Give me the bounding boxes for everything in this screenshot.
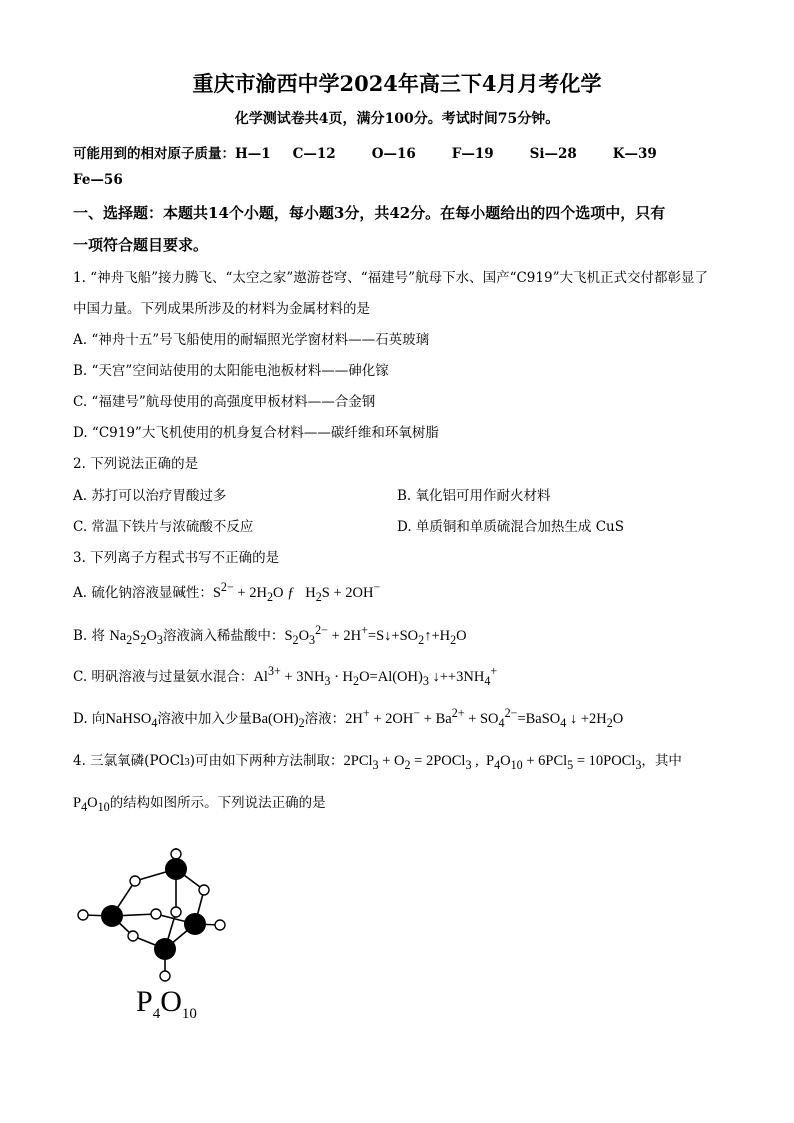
phosphorus-atom	[101, 905, 123, 927]
atomic-mass-fe: Fe—56	[73, 172, 123, 188]
atomic-mass-h: H—1	[235, 146, 271, 162]
oxygen-atom	[171, 849, 181, 859]
q3-d-label3: 溶液：	[304, 710, 346, 727]
q3-d-equation: $2H^+ + 2OH^- + Ba^{2+}$ + $SO_4^{2-}=BaSO_4$ ↓ $+2H_2O$	[345, 706, 624, 730]
q3-option-d: D. 向NaHSO$_4$溶液中加入少量$Ba(OH)_2$溶液：$2H^+ + 2OH^- + Ba^{2+}$ + $SO_4^{2-}=BaSO_4$ ↓ $+2H_2O$	[73, 706, 624, 730]
exam-subtitle: 化学测试卷共4页，满分100分。考试时间75分钟。	[234, 111, 560, 127]
atomic-mass-o: O—16	[371, 146, 416, 162]
q4-equations: $2PCl_3 + O_2$ = 2POCl$_3$ , $P_4O_{10} + 6PCl_5$ = 10POCl$_3$	[343, 753, 642, 772]
q3-option-c	[73, 664, 497, 689]
q3-d-label2: 溶液中加入少量	[157, 710, 252, 727]
q3-b-equation: $S_2O_3^{2-}$ + $2H^+=S↓+SO_2↑+H_2O$	[284, 623, 467, 647]
oxygen-atom	[151, 909, 161, 919]
section-heading-line1: 一、选择题：本题共14个小题，每小题3分，共42分。在每小题给出的四个选项中，只有	[73, 204, 666, 222]
atomic-mass-label: 可能用到的相对原子质量：	[73, 146, 235, 162]
oxygen-atom	[199, 885, 209, 895]
q1-option-d: D. “C919”大飞机使用的机身复合材料——碳纤维和环氧树脂	[73, 425, 439, 441]
q2-option-c: C. 常温下铁片与浓硫酸不反应	[73, 519, 254, 535]
atomic-mass-c: C—12	[292, 146, 336, 162]
q4-stem-part2: )可由如下两种方法制取：	[189, 753, 344, 769]
q3-stem: 3. 下列离子方程式书写不正确的是	[73, 550, 280, 566]
q3-b-label2: 溶液滴入稀盐酸中：	[162, 627, 285, 644]
phosphorus-atom	[154, 938, 176, 960]
q3-b-label: B. 将	[73, 627, 106, 644]
exam-title: 重庆市渝西中学2024年高三下4月月考化学	[192, 71, 602, 96]
p4o10-figure-label: $P_4O_{10}$	[136, 985, 197, 1022]
q3-a-equation: $S^{2-} + 2H_2O$ ƒ $H_2S + 2OH^-$	[212, 580, 381, 604]
q2-option-d: D. 单质铜和单质硫混合加热生成 CuS	[397, 519, 624, 535]
q4-stem-line2: $P_4O_{10}$的结构如图所示。下列说法正确的是	[73, 795, 326, 814]
q4-stem-part3: ，其中	[641, 753, 682, 769]
phosphorus-atom	[165, 858, 187, 880]
oxygen-atom	[215, 920, 225, 930]
q2-option-b: B. 氧化铝可用作耐火材料	[397, 488, 551, 504]
q3-c-label: C. 明矾溶液与过量氨水混合：	[73, 668, 254, 685]
q2-stem: 2. 下列说法正确的是	[73, 456, 199, 472]
q4-stem-part4: 的结构如图所示。下列说法正确的是	[109, 795, 326, 811]
q4-stem-line1: 4. 三氯氧磷(POCl3)可由如下两种方法制取：$2PCl_3 + O_2$ = 2POCl$_3$ , $P_4O_{10} + 6PCl_5$ = 10POCl$_3$，其中	[73, 753, 682, 772]
q1-stem-line2: 中国力量。下列成果所涉及的材料为金属材料的是	[73, 301, 370, 317]
oxygen-atom	[160, 971, 170, 981]
q3-option-b: B. 将 $Na_2S_2O_3$溶液滴入稀盐酸中：$S_2O_3^{2-}$ + $2H^+=S↓+SO_2↑+H_2O$	[73, 623, 467, 647]
oxygen-atom	[78, 910, 88, 920]
q1-option-a: A. “神舟十五”号飞船使用的耐辐照光学窗材料——石英玻璃	[73, 332, 430, 348]
q1-option-c: C. “福建号”航母使用的高强度甲板材料——合金钢	[73, 394, 376, 410]
q3-option-a	[73, 580, 380, 605]
oxygen-atom	[130, 876, 140, 886]
atomic-mass-line	[73, 142, 679, 162]
q3-a-label: A. 硫化钠溶液显碱性：	[73, 584, 213, 601]
phosphorus-atom	[184, 913, 206, 935]
section-heading-line2: 一项符合题目要求。	[73, 236, 209, 254]
q2-option-a: A. 苏打可以治疗胃酸过多	[73, 488, 227, 504]
oxygen-atom	[171, 907, 181, 917]
q1-option-b: B. “天宫”空间站使用的太阳能电池板材料——砷化镓	[73, 363, 389, 379]
oxygen-atom	[128, 931, 138, 941]
q1-stem-line1: 1. “神舟飞船”接力腾飞、“太空之家”遨游苍穹、“福建号”航母下水、国产“C919”大飞机正式交付都彰显了	[73, 270, 708, 286]
atomic-mass-f: F—19	[451, 146, 494, 162]
atomic-mass-k: K—39	[612, 146, 657, 162]
q3-d-label: D. 向	[73, 710, 106, 727]
q4-stem-part1: 4. 三氯氧磷(POCl	[73, 753, 185, 769]
atomic-mass-si: Si—28	[529, 146, 577, 162]
p4o10-structure-figure	[70, 848, 230, 988]
q3-c-equation: $Al^{3+} + 3NH_3 \cdot H_2O=Al(OH)_3$ $↓++3NH_4^+$	[253, 664, 498, 688]
